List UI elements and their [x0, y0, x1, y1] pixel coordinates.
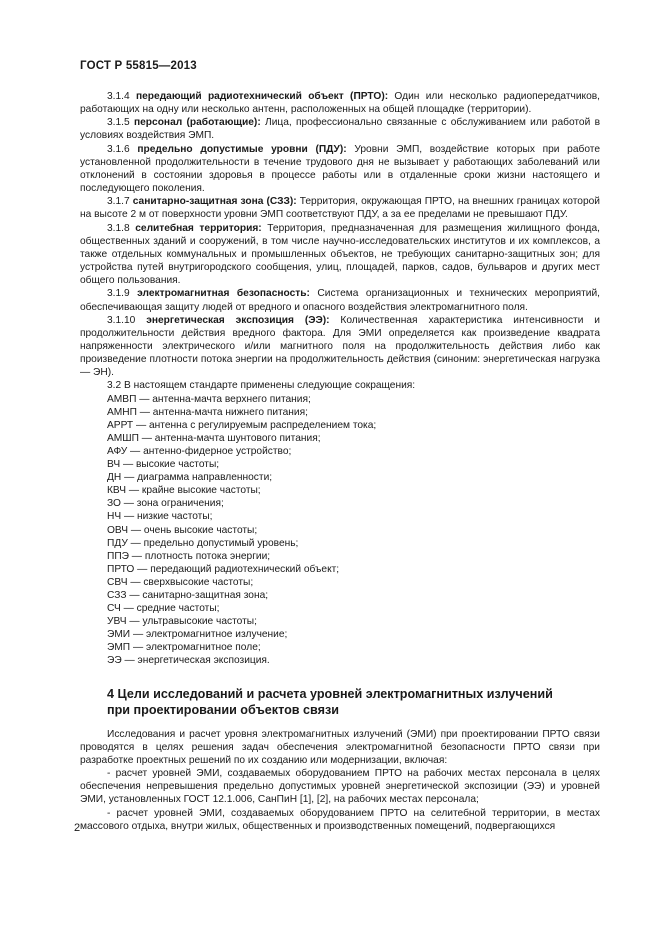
term: селитебная территория: — [135, 222, 262, 234]
list-item: ВЧ — высокие частоты; — [107, 459, 220, 471]
term: предельно допустимые уровни (ПДУ): — [137, 143, 347, 155]
section-4-paragraph: Исследования и расчет уровня электромагнитных излучений (ЭМИ) при проектировании ПРТО связи проводятся в целях решения задач обеспечения электромагнитной безопасности ПРТО связи при разработке проектных решений по их созданию или модернизации, включая: — [80, 728, 600, 766]
list-item: АМНП — антенна-мачта нижнего питания; — [107, 406, 308, 418]
section-4-heading — [107, 686, 600, 718]
definition-3-1-9: 3.1.9 электромагнитная безопасность: Система организационных и технических мероприятий, обеспечивающая защиту людей от вредного и опасного воздействия электромагнитного поля. — [80, 288, 600, 313]
definition-3-1-5: 3.1.5 персонал (работающие): Лица, профессионально связанные с обслуживанием или работой в условиях воздействия ЭМП. — [80, 117, 601, 142]
list-item: ЭМП — электромагнитное поле; — [107, 642, 261, 654]
document-header — [80, 60, 197, 72]
standard-id: ГОСТ Р 55815—2013 — [80, 60, 197, 72]
definition-3-1-7: 3.1.7 санитарно-защитная зона (СЗЗ): Территория, окружающая ПРТО, на внешних границах которой на высоте 2 м от поверхности уровни ЭМП соответствуют ПДУ, а за ее пределами не превышают ПДУ. — [80, 196, 600, 221]
section-4-paragraph: - расчет уровней ЭМИ, создаваемых оборудованием ПРТО на селитебной территории, в местах массового отдыха, внутри жилых, общественных и производственных помещений, подвергающихся — [80, 807, 600, 832]
list-item: ПРТО — передающий радиотехнический объект; — [107, 563, 340, 575]
section-4-paragraph: - расчет уровней ЭМИ, создаваемых оборудованием ПРТО на рабочих местах персонала в целях обеспечения непревышения предельно допустимых уровней энергетической экспозиции (ЭЭ) и уровней ЭМИ, установленных ГОСТ 12.1.006, СанПиН [1], [2], на рабочих местах персонала; — [80, 768, 600, 806]
list-item: АРРТ — антенна с регулируемым распределением тока; — [107, 419, 377, 431]
page-number: 2 — [74, 822, 81, 834]
list-item: АФУ — антенно-фидерное устройство; — [107, 445, 292, 457]
list-item: ЭЭ — энергетическая экспозиция. — [107, 655, 270, 667]
list-item: АМШП — антенна-мачта шунтового питания; — [107, 432, 321, 444]
term: электромагнитная безопасность: — [137, 288, 310, 300]
definition-3-1-4: 3.1.4 передающий радиотехнический объект (ПРТО): Один или несколько радиопередатчиков, работающих на одну или несколько антенн, расположенных на общей площадке (территории). — [80, 91, 600, 116]
abbreviations-list — [80, 393, 600, 668]
list-item: ЗО — зона ограничения; — [107, 498, 224, 510]
list-item: КВЧ — крайне высокие частоты; — [107, 485, 261, 497]
definition-3-1-10: 3.1.10 энергетическая экспозиция (ЭЭ): Количественная характеристика интенсивности и продолжительности действия вредного фактора. Для ЭМИ определяется как произведение квадрата напряженности электрического и/или магнитного поля на продолжительность действия либо как произведение плотности потока энергии на продолжительность действия (синоним: энергетическая нагрузка — ЭН). — [80, 314, 600, 379]
definition-3-1-8: 3.1.8 селитебная территория: Территория, предназначенная для размещения жилищного фонда, общественных зданий и сооружений, в том числе научно-исследовательских институтов и их комплексов, а также отдельных коммунальных и промышленных объектов, не требующих санитарно-защитных зон; для устройства путей внутригородского сообщения, улиц, площадей, парков, садов, бульваров и других мест общего пользования. — [80, 222, 600, 287]
list-item: ППЭ — плотность потока энергии; — [107, 550, 271, 562]
list-item: ЭМИ — электромагнитное излучение; — [107, 629, 288, 641]
term: энергетическая экспозиция (ЭЭ): — [146, 314, 330, 326]
heading-line-2: при проектировании объектов связи — [107, 702, 339, 717]
term: персонал (работающие): — [133, 117, 261, 129]
list-item: ДН — диаграмма направленности; — [107, 472, 273, 484]
list-item: АМВП — антенна-мачта верхнего питания; — [107, 393, 311, 405]
term: передающий радиотехнический объект (ПРТО): — [135, 91, 389, 102]
abbreviations-intro: 3.2 В настоящем стандарте применены следующие сокращения: — [107, 380, 416, 392]
list-item: НЧ — низкие частоты; — [107, 511, 213, 523]
list-item: СЧ — средние частоты; — [107, 603, 220, 615]
document-body — [80, 90, 600, 833]
term: санитарно-защитная зона (СЗЗ): — [132, 196, 297, 208]
list-item: СВЧ — сверхвысокие частоты; — [107, 576, 254, 588]
list-item: ОВЧ — очень высокие частоты; — [107, 524, 258, 536]
list-item: УВЧ — ультравысокие частоты; — [107, 616, 257, 628]
definition-3-1-6: 3.1.6 предельно допустимые уровни (ПДУ): Уровни ЭМП, воздействие которых при работе установленной продолжительности в течение трудового дня не вызывает у работающих заболеваний или отклонений в состоянии здоровья в процессе работы или в отдаленные сроки жизни настоящего и последующего поколения. — [80, 143, 600, 195]
list-item: ПДУ — предельно допустимый уровень; — [107, 537, 299, 549]
heading-line-1: 4 Цели исследований и расчета уровней электромагнитных излучений — [107, 686, 553, 701]
list-item: СЗЗ — санитарно-защитная зона; — [107, 590, 269, 601]
